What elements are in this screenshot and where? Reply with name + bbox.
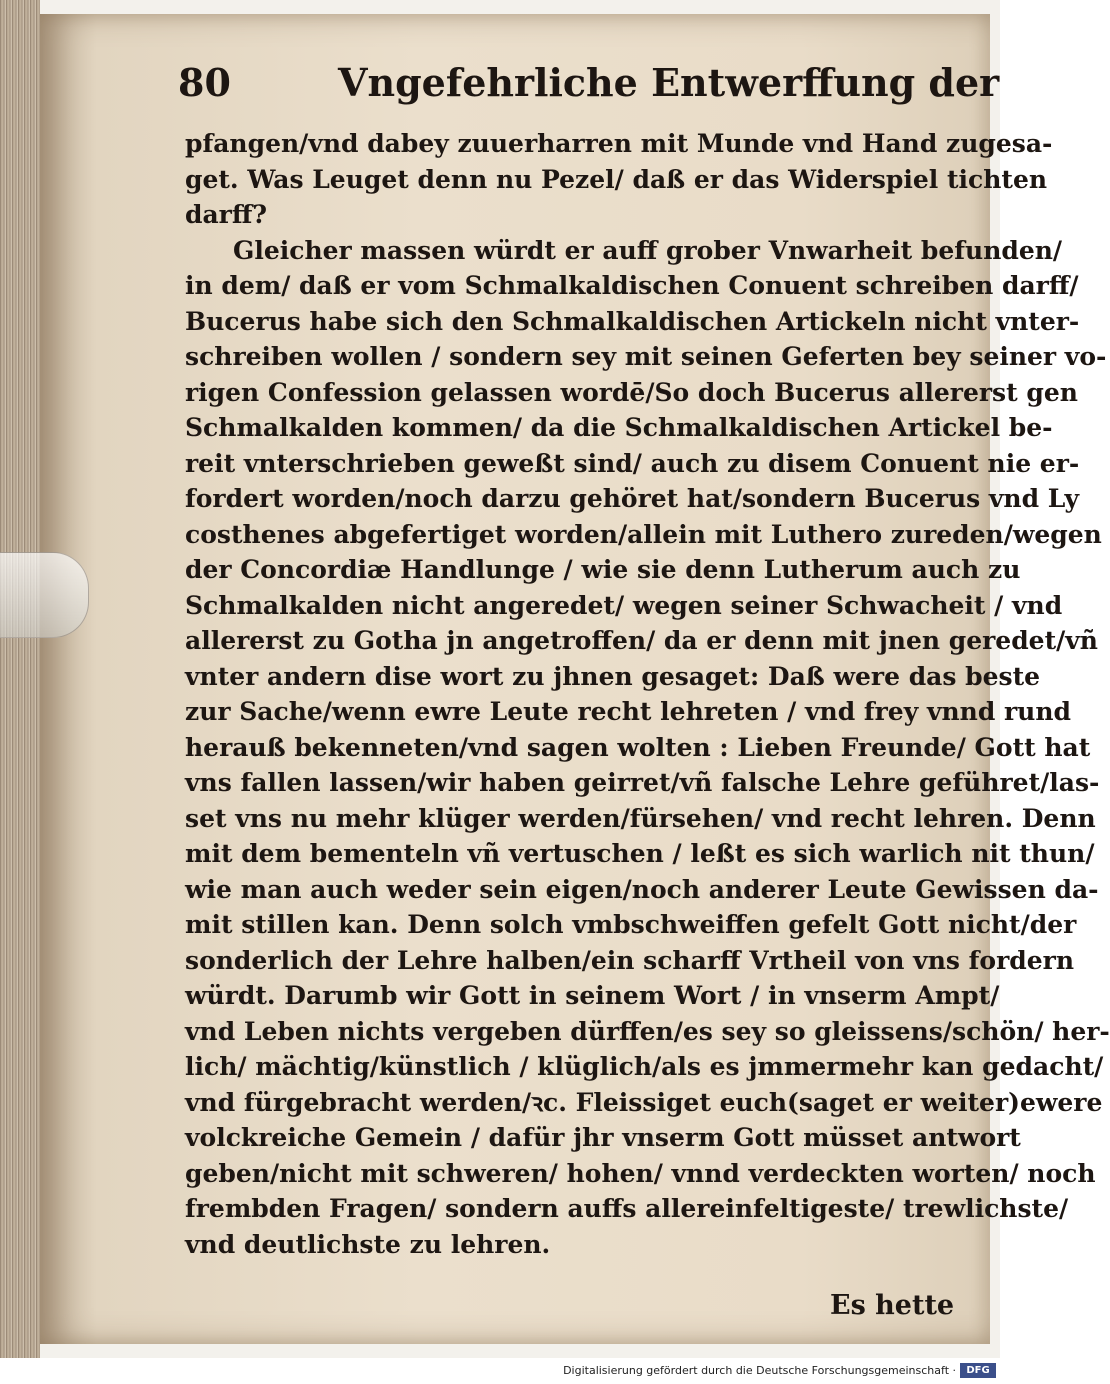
footer-bar xyxy=(0,1358,1000,1384)
book-edge xyxy=(0,0,40,1358)
text-line: mit dem bementeln vñ vertuschen / leßt es sich warlich nit thun/ xyxy=(185,839,1095,868)
body-text xyxy=(185,126,1110,1262)
text-line: vnter andern dise wort zu jhnen gesaget: Daß were das beste xyxy=(185,661,1041,691)
text-line: allererst zu Gotha jn angetroffen/ da er denn mit jnen geredet/vñ xyxy=(185,626,1098,655)
text-line: vnd deutlichste zu lehren. xyxy=(185,1229,551,1259)
dfg-logo: DFG xyxy=(960,1363,996,1378)
text-line: frembden Fragen/ sondern auffs allereinfeltigeste/ trewlichste/ xyxy=(185,1194,1069,1223)
text-line: geben/nicht mit schweren/ hohen/ vnnd verdeckten worten/ noch xyxy=(185,1158,1096,1188)
running-title: Vngefehrliche Entwerffung der xyxy=(338,60,1000,105)
catchword: Es hette xyxy=(830,1290,955,1321)
text-line: schreiben wollen / sondern sey mit seinen Geferten bey seiner vo- xyxy=(185,342,1107,371)
text-line: costhenes abgefertiget worden/allein mit Luthero zureden/wegen xyxy=(185,519,1102,549)
text-line: sonderlich der Lehre halben/ein scharff Vrtheil von vns fordern xyxy=(185,945,1074,975)
text-line: in dem/ daß er vom Schmalkaldischen Conuent schreiben darff/ xyxy=(185,271,1079,300)
text-line: get. Was Leuget denn nu Pezel/ daß er das Widerspiel tichten xyxy=(185,164,1048,194)
text-line: pfangen/vnd dabey zuuerharren mit Munde vnd Hand zugesa- xyxy=(185,129,1053,158)
text-line: Schmalkalden nicht angeredet/ wegen seiner Schwacheit / vnd xyxy=(185,590,1063,620)
page-clip xyxy=(0,552,89,638)
text-line: lich/ mächtig/künstlich / klüglich/als es jmmermehr kan gedacht/ xyxy=(185,1052,1104,1081)
text-line: würdt. Darumb wir Gott in seinem Wort / in vnserm Ampt/ xyxy=(185,981,1000,1010)
text-line: Schmalkalden kommen/ da die Schmalkaldischen Artickel be- xyxy=(185,413,1053,442)
text-line: volckreiche Gemein / dafür jhr vnserm Gott müsset antwort xyxy=(185,1123,1021,1152)
text-line: herauß bekenneten/vnd sagen wolten : Lieben Freunde/ Gott hat xyxy=(185,732,1091,762)
text-line: fordert worden/noch darzu gehöret hat/sondern Bucerus vnd Ly xyxy=(185,484,1079,513)
text-line: rigen Confession gelassen wordē/So doch Bucerus allererst gen xyxy=(185,377,1078,407)
text-line: Gleicher massen würdt er auff grober Vnwarheit befunden/ xyxy=(233,235,1063,265)
footer-credit: Digitalisierung gefördert durch die Deutsche Forschungsgemeinschaft · xyxy=(563,1364,956,1377)
text-line: vnd Leben nichts vergeben dürffen/es sey so gleissens/schön/ her- xyxy=(185,1016,1110,1046)
running-head xyxy=(178,60,1000,112)
text-line: vns fallen lassen/wir haben geirret/vñ falsche Lehre geführet/las- xyxy=(185,768,1100,797)
text-line: zur Sache/wenn ewre Leute recht lehreten / vnd frey vnnd rund xyxy=(185,697,1072,726)
text-line: set vns nu mehr klüger werden/fürsehen/ vnd recht lehren. Denn xyxy=(185,803,1096,833)
text-line: vnd fürgebracht werden/ꝛc. Fleissiget euch(saget er weiter)ewere xyxy=(185,1087,1103,1117)
page-number: 80 xyxy=(178,60,231,105)
text-line: darff? xyxy=(185,200,268,229)
text-line: mit stillen kan. Denn solch vmbschweiffen gefelt Gott nicht/der xyxy=(185,910,1077,939)
text-line: wie man auch weder sein eigen/noch anderer Leute Gewissen da- xyxy=(185,874,1099,904)
text-line: der Concordiæ Handlunge / wie sie denn Lutherum auch zu xyxy=(185,555,1021,584)
text-line: Bucerus habe sich den Schmalkaldischen Artickeln nicht vnter- xyxy=(185,306,1080,336)
text-line: reit vnterschrieben geweßt sind/ auch zu disem Conuent nie er- xyxy=(185,448,1080,478)
